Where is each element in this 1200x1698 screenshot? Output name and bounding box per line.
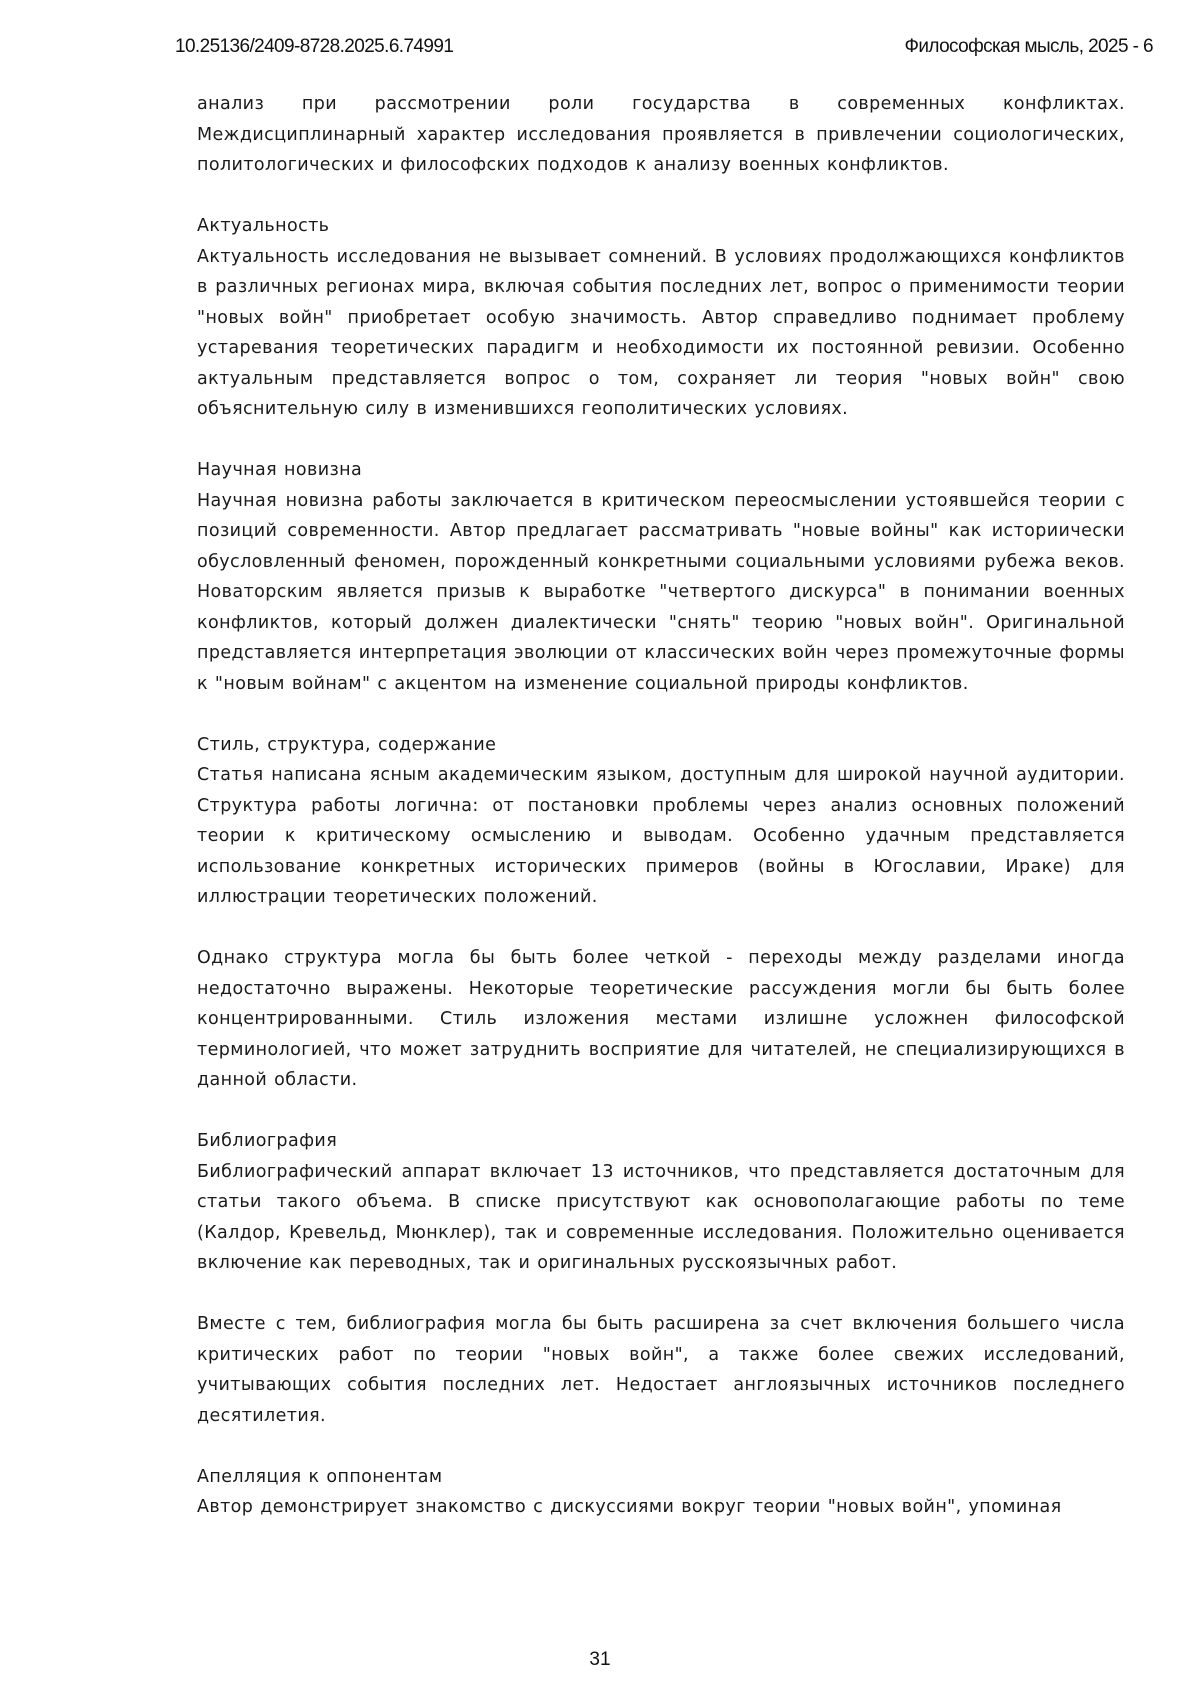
opponents-paragraph: Автор демонстрирует знакомство с дискуссиями вокруг теории "новых войн", упоминая xyxy=(197,1492,1125,1523)
style-paragraph-1: Статья написана ясным академическим языком, доступным для широкой научной аудитории. Структура работы логична: от постановки проблемы через анализ основных положений теории к критическому осмыслению и выводам. Особенно удачным представляется использование конкретных исторических примеров (войны в Югославии, Ираке) для иллюстрации теоретических положений. xyxy=(197,760,1125,913)
page-number: 31 xyxy=(0,1649,1200,1671)
running-header xyxy=(0,36,1200,60)
style-paragraph-2: Однако структура могла бы быть более четкой - переходы между разделами иногда недостаточно выражены. Некоторые теоретические рассуждения могли бы быть более концентрированными. Стиль изложения местами излишне усложнен философской терминологией, что может затруднить восприятие для читателей, не специализирующихся в данной области. xyxy=(197,943,1125,1096)
relevance-paragraph: Актуальность исследования не вызывает сомнений. В условиях продолжающихся конфликтов в различных регионах мира, включая события последних лет, вопрос о применимости теории "новых войн" приобретает особую значимость. Автор справедливо поднимает проблему устаревания теоретических парадигм и необходимости их постоянной ревизии. Особенно актуальным представляется вопрос о том, сохраняет ли теория "новых войн" свою объяснительную силу в изменившихся геополитических условиях. xyxy=(197,242,1125,425)
article-doi: 10.25136/2409-8728.2025.6.74991 xyxy=(175,36,453,58)
novelty-paragraph: Научная новизна работы заключается в критическом переосмыслении устоявшейся теории с позиций современности. Автор предлагает рассматривать "новые войны" как историически обусловленный феномен, порожденный конкретными социальными условиями рубежа веков. Новаторским является призыв к выработке "четвертого дискурса" в понимании военных конфликтов, который должен диалектически "снять" теорию "новых войн". Оригинальной представляется интерпретация эволюции от классических войн через промежуточные формы к "новым войнам" с акцентом на изменение социальной природы конфликтов. xyxy=(197,486,1125,700)
bibliography-paragraph-2: Вместе с тем, библиография могла бы быть расширена за счет включения большего числа критических работ по теории "новых войн", а также более свежих исследований, учитывающих события последних лет. Недостает англоязычных источников последнего десятилетия. xyxy=(197,1309,1125,1431)
intro-paragraph: анализ при рассмотрении роли государства в современных конфликтах. Междисциплинарный характер исследования проявляется в привлечении социологических, политологических и философских подходов к анализу военных конфликтов. xyxy=(197,89,1125,181)
section-heading-novelty: Научная новизна xyxy=(197,455,1125,486)
journal-issue: Философская мысль, 2025 - 6 xyxy=(905,36,1153,58)
bibliography-paragraph-1: Библиографический аппарат включает 13 источников, что представляется достаточным для статьи такого объема. В списке присутствуют как основополагающие работы по теме (Калдор, Кревельд, Мюнклер), так и современные исследования. Положительно оценивается включение как переводных, так и оригинальных русскоязычных работ. xyxy=(197,1157,1125,1279)
section-heading-style: Стиль, структура, содержание xyxy=(197,730,1125,761)
section-heading-relevance: Актуальность xyxy=(197,211,1125,242)
section-heading-opponents: Апелляция к оппонентам xyxy=(197,1462,1125,1493)
section-heading-bibliography: Библиография xyxy=(197,1126,1125,1157)
article-body xyxy=(197,89,1125,1523)
